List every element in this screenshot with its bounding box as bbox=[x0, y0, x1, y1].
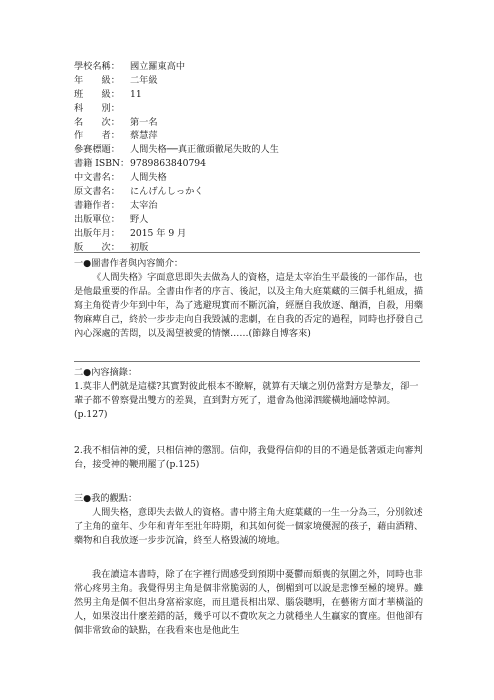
metadata-value: 二年級 bbox=[130, 74, 158, 86]
metadata-label: 中文書名： bbox=[74, 172, 120, 184]
metadata-label: 學校名稱： bbox=[74, 61, 120, 72]
metadata-row bbox=[74, 88, 279, 102]
section-heading: 三●我的觀點： bbox=[74, 493, 138, 504]
metadata-label: 名 次： bbox=[74, 116, 120, 128]
metadata-label: 版 次： bbox=[74, 241, 120, 253]
metadata-row bbox=[74, 199, 279, 213]
section-heading: 二●內容摘錄： bbox=[74, 367, 138, 378]
metadata-label: 書籍作者： bbox=[74, 199, 120, 211]
metadata-row bbox=[74, 74, 279, 88]
divider bbox=[74, 361, 420, 362]
divider bbox=[74, 252, 420, 253]
metadata-label: 參賽標題： bbox=[74, 144, 120, 156]
metadata-label: 班 級： bbox=[74, 88, 120, 100]
section-excerpts-2 bbox=[74, 444, 424, 472]
metadata-value: 太宰治 bbox=[130, 199, 158, 211]
excerpt-quote: 1.莫非人們就是這樣?其實對彼此根本不瞭解，就算有天壤之別仍當對方是摯友，卻一輩子都不曾察覺出雙方的差異，直到對方死了，還會為他涕泗縱橫地誦唸悼詞。(p.127) bbox=[74, 380, 419, 420]
excerpt-quote: 2.我不相信神的愛，只相信神的懲罰。信仰，我覺得信仰的目的不過是低著頭走向審判台，接受神的鞭刑罷了(p.125) bbox=[74, 445, 423, 470]
metadata-value: 9789863840794 bbox=[130, 158, 206, 170]
metadata-label: 出版單位： bbox=[74, 213, 120, 225]
metadata-label: 作 者： bbox=[74, 130, 120, 142]
metadata-row bbox=[74, 102, 279, 116]
metadata-row bbox=[74, 60, 279, 74]
metadata-value: にんげんしっかく bbox=[130, 186, 204, 198]
metadata-list bbox=[74, 60, 279, 254]
opinion-paragraph: 我在讀這本書時，除了在字裡行間感受到預期中憂鬱而頹喪的氛圍之外，同時也非常心疼男主角。我覺得男主角是個非常脆弱的人，倒楣到可以說是悲慘至極的境界。雖然男主角是個不但出身富裕家庭，而且還長相出眾、腦袋聰明，在藝術方面才華橫溢的人，如果沒出什麼差錯的話，幾乎可以不費吹灰之力就穩坐人生贏家的寶座。但他卻有個非常致命的缺點，在我看來也是他此生 bbox=[74, 569, 424, 636]
metadata-row bbox=[74, 227, 279, 241]
metadata-row bbox=[74, 129, 279, 143]
metadata-value: 人間失格──真正徹頭徹尾失敗的人生 bbox=[130, 144, 279, 156]
section-body: 《人間失格》字面意思即失去做為人的資格，這是太宰治生平最後的一部作品，也是他最重要的作品。全書由作者的序言、後記，以及主角大庭葉藏的三個手札組成，描寫主角從青少年到中年，為了逃避現實而不斷沉淪，經歷自我放逐、酗酒，自殺，用藥物麻痺自己，終於一步步走向自我毀滅的悲劇，在自我的否定的過程，同時也抒發自己內心深處的苦悶，以及渴望被愛的情懷……(節錄自博客來) bbox=[74, 271, 424, 339]
metadata-label: 科 別： bbox=[74, 102, 120, 114]
metadata-value: 野人 bbox=[130, 213, 149, 225]
metadata-value: 初版 bbox=[130, 241, 149, 253]
metadata-value: 2015 年 9 月 bbox=[130, 227, 187, 239]
metadata-row bbox=[74, 143, 279, 157]
section-excerpts bbox=[74, 366, 424, 422]
section-opinion-2 bbox=[74, 568, 424, 638]
metadata-value: 蔡慧萍 bbox=[130, 130, 158, 142]
metadata-label: 原文書名： bbox=[74, 186, 120, 198]
opinion-paragraph: 人間失格，意即失去做人的資格。書中將主角大庭葉藏的一生一分為三，分別敘述了主角的童年、少年和青年至壯年時期，和其如何從一個家境優渥的孩子，藉由酒精、藥物和自我放逐一步步沉淪，終至人格毀滅的境地。 bbox=[74, 506, 424, 546]
metadata-label: 書籍 ISBN： bbox=[74, 158, 130, 170]
metadata-row bbox=[74, 171, 279, 185]
section-opinion bbox=[74, 492, 424, 548]
metadata-value: 人間失格 bbox=[130, 172, 167, 184]
metadata-label: 年 級： bbox=[74, 74, 120, 86]
metadata-row bbox=[74, 157, 279, 171]
section-intro bbox=[74, 257, 424, 340]
metadata-value: 11 bbox=[130, 88, 142, 100]
metadata-row bbox=[74, 213, 279, 227]
metadata-value: 第一名 bbox=[130, 116, 158, 128]
metadata-label: 出版年月： bbox=[74, 227, 120, 239]
metadata-row bbox=[74, 185, 279, 199]
metadata-value: 國立羅東高中 bbox=[130, 61, 186, 72]
section-heading: 一●圖書作者與內容簡介： bbox=[74, 258, 184, 269]
metadata-row bbox=[74, 116, 279, 130]
